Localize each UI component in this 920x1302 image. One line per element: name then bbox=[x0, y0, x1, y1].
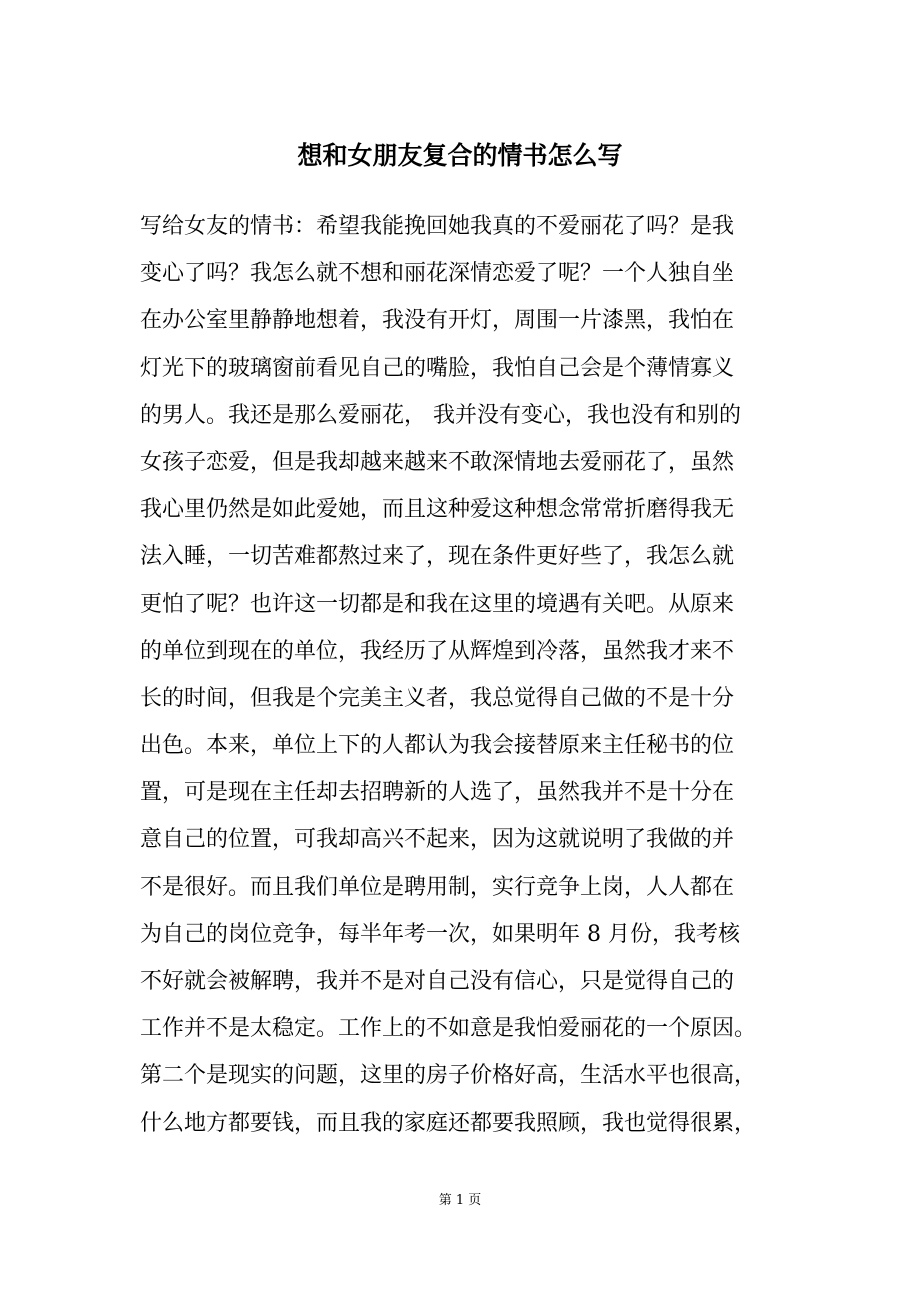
body-line: 意自己的位置，可我却高兴不起来，因为这就说明了我做的并 bbox=[140, 827, 735, 853]
body-line: 长的时间，但我是个完美主义者，我总觉得自己做的不是十分 bbox=[140, 685, 735, 711]
body-line: 在办公室里静静地想着，我没有开灯，周围一片漆黑，我怕在 bbox=[140, 308, 735, 334]
body-line: 置，可是现在主任却去招聘新的人选了，虽然我并不是十分在 bbox=[140, 780, 735, 806]
body-line: 工作并不是太稳定。工作上的不如意是我怕爱丽花的一个原因。 bbox=[140, 1016, 757, 1042]
body-line: 不好就会被解聘，我并不是对自己没有信心，只是觉得自己的 bbox=[140, 969, 735, 994]
body-line: 的男人。我还是那么爱丽花， 我并没有变心，我也没有和别的 bbox=[140, 402, 741, 428]
body-line: 法入睡，一切苦难都熬过来了，现在条件更好些了，我怎么就 bbox=[140, 544, 735, 570]
body-line: 什么地方都要钱，而且我的家庭还都要我照顾，我也觉得很累， bbox=[140, 1110, 757, 1136]
body-line: 为自己的岗位竞争，每半年考一次，如果明年 8 月份，我考核 bbox=[140, 921, 740, 947]
body-line: 的单位到现在的单位，我经历了从辉煌到冷落，虽然我才来不 bbox=[140, 638, 735, 664]
body-line: 第二个是现实的问题，这里的房子价格好高，生活水平也很高， bbox=[140, 1063, 757, 1089]
body-line: 变心了吗？我怎么就不想和丽花深情恋爱了呢？一个人独自坐 bbox=[140, 261, 735, 287]
body-line: 出色。本来，单位上下的人都认为我会接替原来主任秘书的位 bbox=[140, 733, 735, 759]
body-line: 写给女友的情书：希望我能挽回她我真的不爱丽花了吗？是我 bbox=[140, 214, 735, 239]
body-line: 女孩子恋爱，但是我却越来越来不敢深情地去爱丽花了，虽然 bbox=[140, 449, 735, 475]
body-line: 不是很好。而且我们单位是聘用制，实行竞争上岗，人人都在 bbox=[140, 874, 735, 900]
document-title: 想和女朋友复合的情书怎么写 bbox=[297, 141, 623, 170]
body-line: 灯光下的玻璃窗前看见自己的嘴脸，我怕自己会是个薄情寡义 bbox=[140, 355, 735, 381]
body-line: 我心里仍然是如此爱她，而且这种爱这种想念常常折磨得我无 bbox=[140, 497, 735, 523]
body-line: 更怕了呢？也许这一切都是和我在这里的境遇有关吧。从原来 bbox=[140, 591, 735, 617]
page-number: 第 1 页 bbox=[438, 1193, 482, 1208]
document-body bbox=[140, 208, 780, 1152]
